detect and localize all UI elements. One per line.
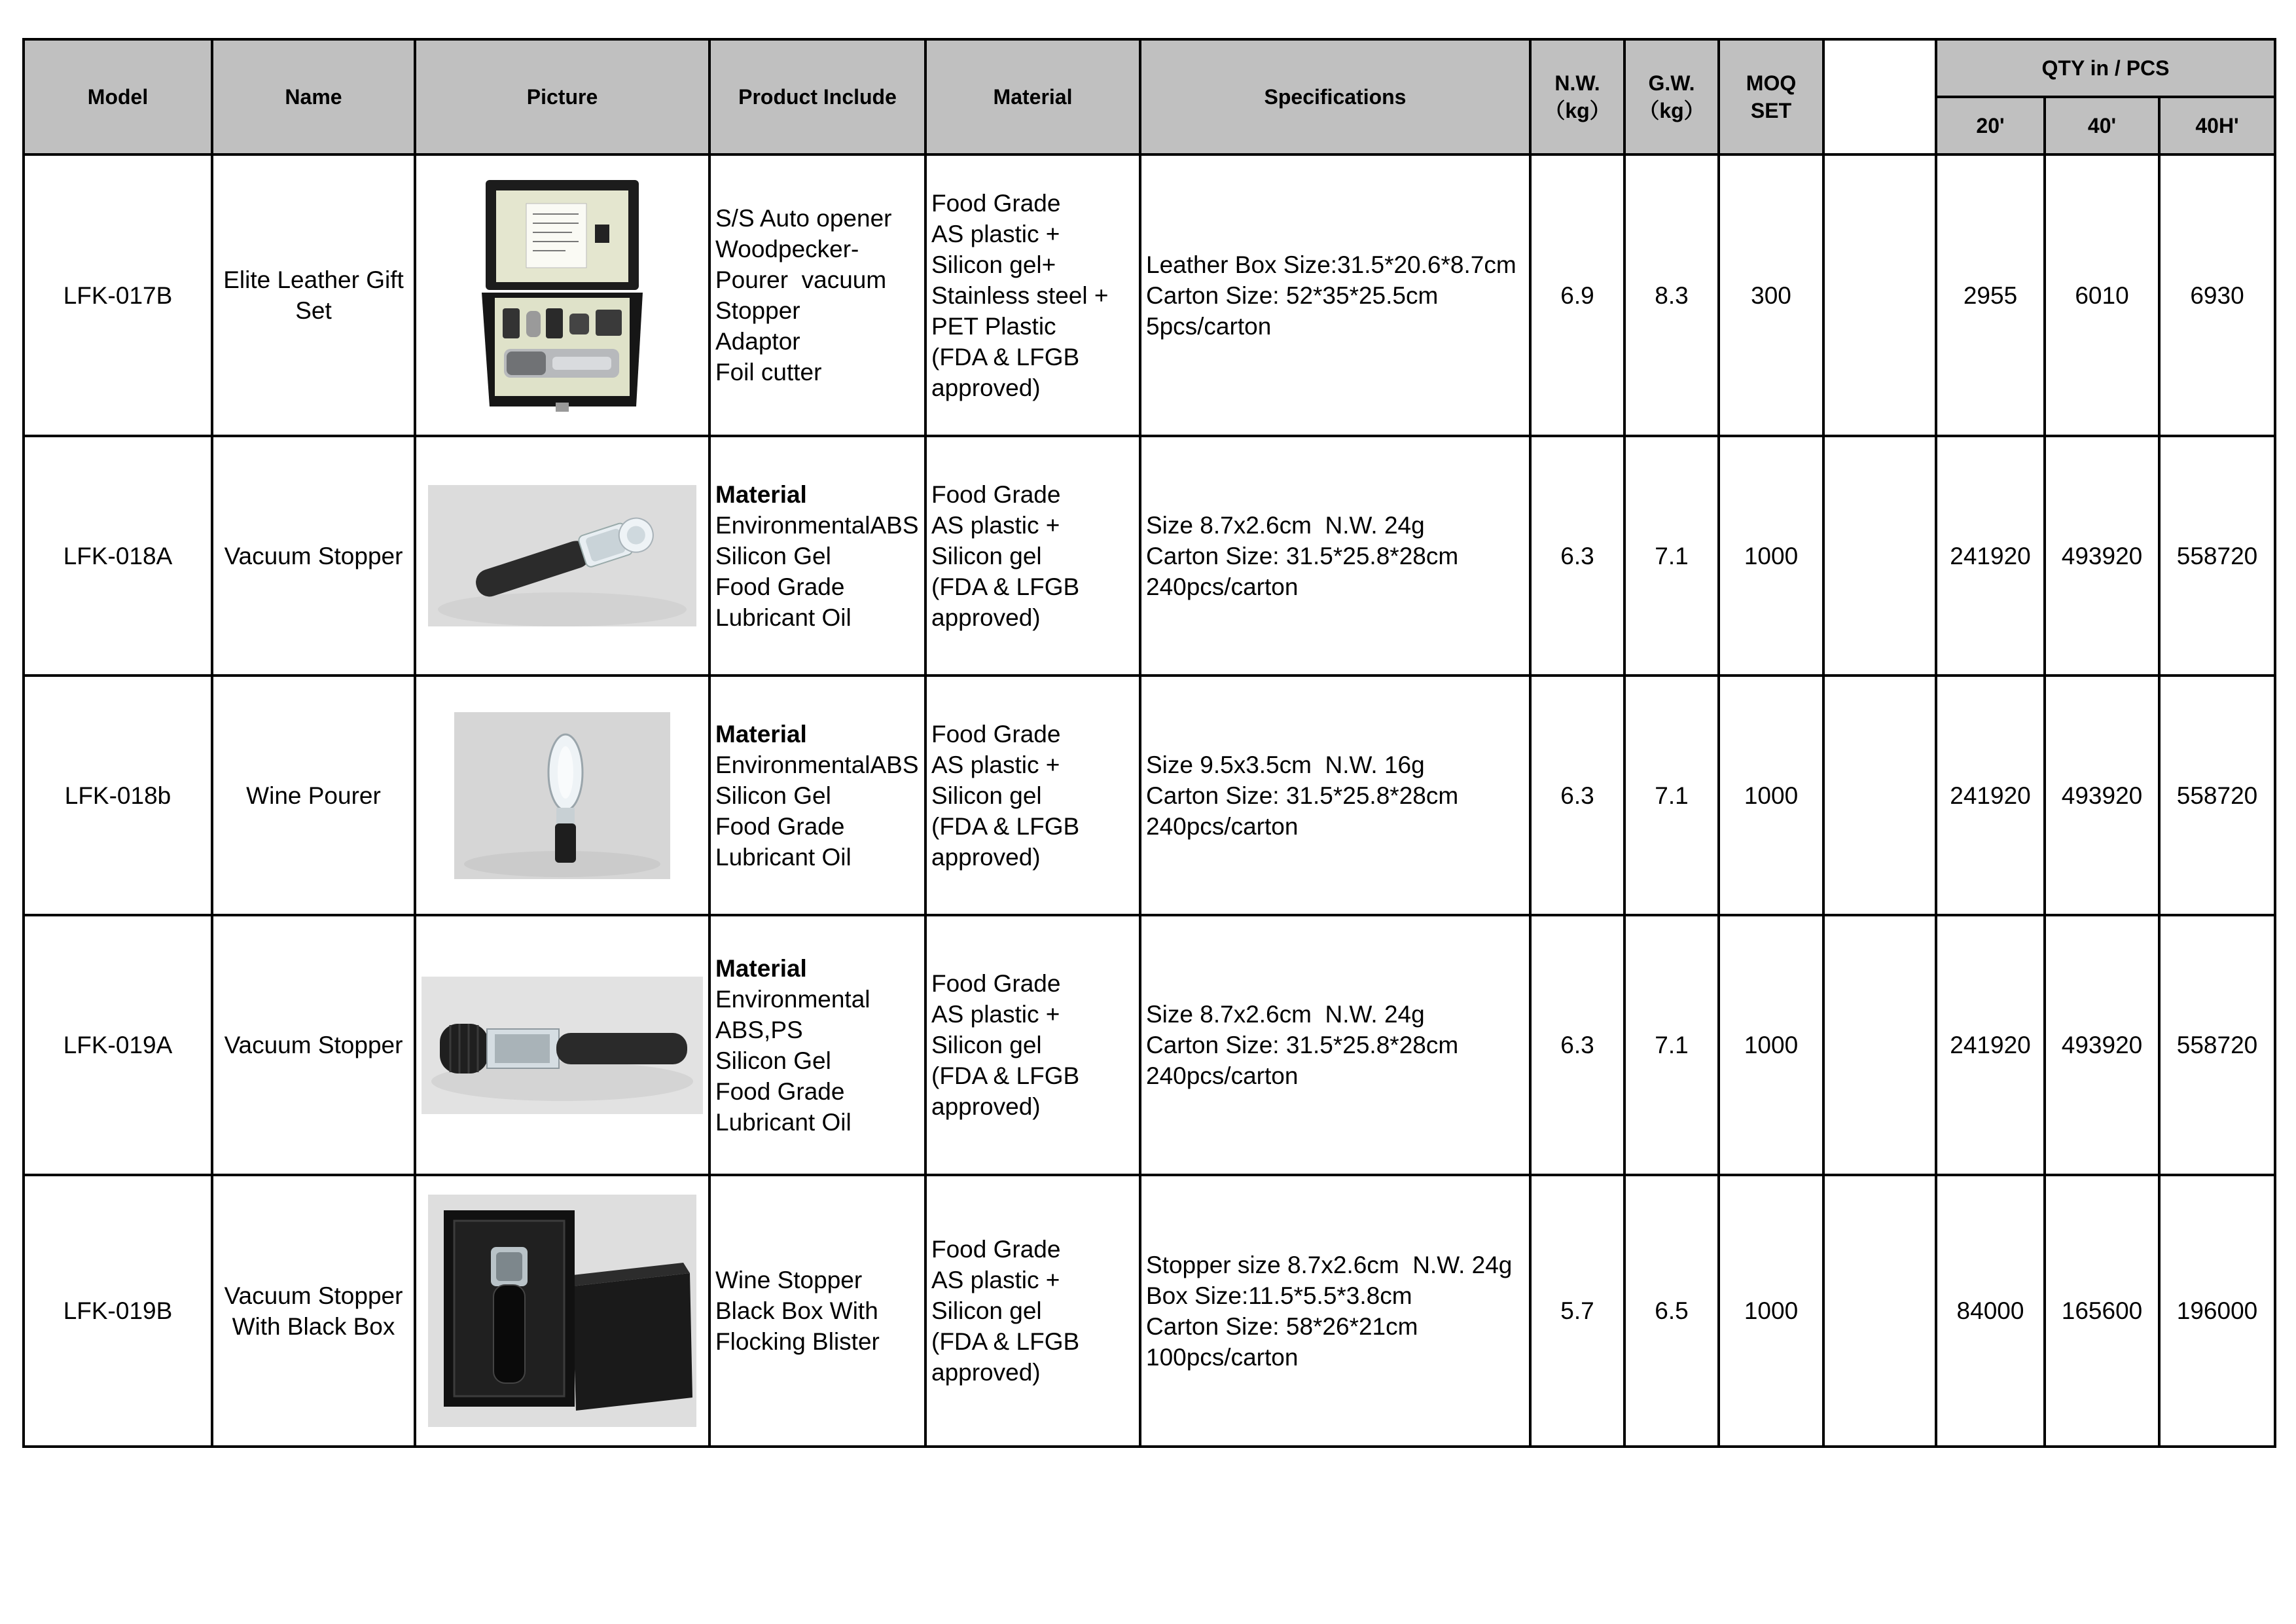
- header-model: Model: [24, 39, 212, 154]
- specifications-line: Size 9.5x3.5cm N.W. 16g: [1146, 751, 1425, 778]
- product-include-cell: [709, 154, 925, 436]
- header-product-include: Product Include: [709, 39, 925, 154]
- material-line: AS plastic +: [931, 1001, 1060, 1028]
- qty-40-cell: [2045, 154, 2159, 436]
- specifications-line: Carton Size: 31.5*25.8*28cm: [1146, 542, 1459, 569]
- picture-cell: [415, 436, 709, 676]
- header-specifications: Specifications: [1140, 39, 1530, 154]
- material-line: (FDA & LFGB: [931, 343, 1080, 370]
- qty-20-cell: [1936, 436, 2045, 676]
- specifications-line: 5pcs/carton: [1146, 312, 1272, 340]
- product-include-line: S/S Auto opener: [715, 205, 892, 232]
- qty-20-cell: [1936, 915, 2045, 1175]
- product-include-cell: [709, 436, 925, 676]
- product-include-line: EnvironmentalABS: [715, 511, 919, 539]
- qty-40h-value: 558720: [2176, 782, 2258, 809]
- product-include-cell: [709, 915, 925, 1175]
- product-spec-table: [22, 38, 2276, 1448]
- material-line: approved): [931, 1359, 1041, 1386]
- material-line: approved): [931, 604, 1041, 631]
- qty-40h-cell: [2159, 154, 2275, 436]
- leather-gift-box-photo: [480, 177, 644, 413]
- product-include-line: Stopper: [715, 297, 800, 324]
- moq-cell: [1719, 154, 1823, 436]
- material-line: (FDA & LFGB: [931, 1328, 1080, 1355]
- material-line: Food Grade: [931, 480, 1061, 508]
- blank-cell: [1823, 436, 1936, 676]
- nw-value: 6.3: [1560, 1032, 1594, 1058]
- blank-cell: [1823, 676, 1936, 915]
- specifications-line: Leather Box Size:31.5*20.6*8.7cm: [1146, 251, 1516, 278]
- model-cell: [24, 154, 212, 436]
- model-cell: [24, 676, 212, 915]
- qty-40-cell: [2045, 915, 2159, 1175]
- header-moq-line2: SET: [1750, 99, 1792, 122]
- name-line: Vacuum Stopper: [224, 1032, 403, 1058]
- moq-cell: [1719, 915, 1823, 1175]
- table-row: [24, 676, 2275, 915]
- wine-pourer-photo: [454, 712, 670, 879]
- material-line: approved): [931, 1093, 1041, 1120]
- product-include-line: Wine Stopper: [715, 1267, 863, 1293]
- qty-40-value: 493920: [2061, 542, 2143, 569]
- qty-40-value: 493920: [2061, 1032, 2143, 1058]
- header-nw: [1530, 39, 1624, 154]
- name-cell: [212, 1175, 415, 1447]
- qty-40-cell: [2045, 1175, 2159, 1447]
- header-moq-line1: MOQ: [1746, 71, 1797, 95]
- specifications-line: Stopper size 8.7x2.6cm N.W. 24g: [1146, 1251, 1513, 1278]
- header-gw-line1: G.W.: [1648, 71, 1695, 95]
- nw-cell: [1530, 676, 1624, 915]
- qty-20-cell: [1936, 1175, 2045, 1447]
- product-include-line: Black Box With: [715, 1297, 878, 1324]
- model-value: LFK-019A: [63, 1032, 173, 1058]
- gw-cell: [1624, 436, 1719, 676]
- product-include-line: ABS,PS: [715, 1016, 803, 1043]
- header-material: Material: [925, 39, 1140, 154]
- gw-cell: [1624, 676, 1719, 915]
- material-line: Silicon gel: [931, 542, 1042, 569]
- product-include-line: Lubricant Oil: [715, 604, 852, 631]
- vacuum-stopper-photo: [428, 485, 696, 626]
- material-line: (FDA & LFGB: [931, 573, 1080, 600]
- specifications-line: 240pcs/carton: [1146, 573, 1299, 600]
- table-row: [24, 915, 2275, 1175]
- qty-40h-value: 6930: [2190, 281, 2244, 309]
- nw-cell: [1530, 1175, 1624, 1447]
- qty-40h-cell: [2159, 676, 2275, 915]
- specifications-line: 240pcs/carton: [1146, 812, 1299, 840]
- name-line: Vacuum Stopper: [224, 542, 403, 569]
- moq-value: 1000: [1744, 1032, 1799, 1058]
- material-line: Silicon gel: [931, 1032, 1042, 1058]
- qty-40-cell: [2045, 676, 2159, 915]
- material-line: AS plastic +: [931, 511, 1060, 539]
- specifications-cell: [1140, 436, 1530, 676]
- picture-cell: [415, 1175, 709, 1447]
- specifications-line: Box Size:11.5*5.5*3.8cm: [1146, 1282, 1412, 1309]
- gw-cell: [1624, 154, 1719, 436]
- specifications-line: Carton Size: 52*35*25.5cm: [1146, 281, 1439, 309]
- product-include-line: Foil cutter: [715, 359, 822, 386]
- name-line: With Black Box: [232, 1312, 395, 1340]
- name-line: Elite Leather Gift: [223, 266, 404, 293]
- product-include-heading: Material: [715, 954, 807, 982]
- material-cell: [925, 915, 1140, 1175]
- material-cell: [925, 1175, 1140, 1447]
- header-nw-line2: （kg）: [1544, 99, 1611, 122]
- gw-value: 8.3: [1655, 281, 1689, 309]
- qty-40-value: 6010: [2075, 281, 2129, 309]
- header-row-top: [24, 39, 2275, 97]
- specifications-cell: [1140, 154, 1530, 436]
- qty-40h-value: 196000: [2176, 1297, 2258, 1324]
- table-body: [24, 154, 2275, 1447]
- product-include-line: Pourer vacuum: [715, 266, 887, 293]
- name-cell: [212, 676, 415, 915]
- material-cell: [925, 154, 1140, 436]
- material-line: Food Grade: [931, 970, 1061, 997]
- material-line: Silicon gel: [931, 1297, 1042, 1324]
- product-include-line: Woodpecker-: [715, 236, 859, 262]
- model-cell: [24, 436, 212, 676]
- product-include-line: Food Grade: [715, 573, 845, 600]
- qty-20-value: 241920: [1950, 782, 2031, 809]
- product-include-line: Food Grade: [715, 1077, 845, 1105]
- specifications-line: 240pcs/carton: [1146, 1062, 1299, 1089]
- stopper-in-black-box-photo: [428, 1195, 696, 1427]
- material-line: Silicon gel: [931, 782, 1042, 809]
- product-include-line: Flocking Blister: [715, 1328, 880, 1355]
- nw-cell: [1530, 436, 1624, 676]
- header-name: Name: [212, 39, 415, 154]
- qty-40h-cell: [2159, 915, 2275, 1175]
- qty-20-value: 84000: [1956, 1297, 2024, 1324]
- header-qty-40h: 40H': [2159, 97, 2275, 154]
- material-line: (FDA & LFGB: [931, 812, 1080, 840]
- specifications-line: Size 8.7x2.6cm N.W. 24g: [1146, 511, 1425, 539]
- qty-40-value: 493920: [2061, 782, 2143, 809]
- material-line: AS plastic +: [931, 751, 1060, 778]
- vacuum-stopper-black-photo: [422, 977, 703, 1114]
- product-include-cell: [709, 676, 925, 915]
- qty-20-value: 241920: [1950, 542, 2031, 569]
- product-include-line: Adaptor: [715, 328, 800, 355]
- header-blank: [1823, 39, 1936, 154]
- model-value: LFK-017B: [63, 281, 173, 309]
- qty-40-cell: [2045, 436, 2159, 676]
- qty-40h-value: 558720: [2176, 542, 2258, 569]
- product-include-line: Silicon Gel: [715, 1047, 831, 1074]
- material-line: approved): [931, 843, 1041, 871]
- product-include-line: Lubricant Oil: [715, 843, 852, 871]
- header-gw: [1624, 39, 1719, 154]
- material-line: Food Grade: [931, 720, 1061, 748]
- specifications-line: Carton Size: 58*26*21cm: [1146, 1312, 1418, 1340]
- model-value: LFK-018b: [64, 782, 171, 809]
- header-nw-line1: N.W.: [1554, 71, 1600, 95]
- header-gw-line2: （kg）: [1638, 99, 1705, 122]
- blank-cell: [1823, 154, 1936, 436]
- product-include-line: Food Grade: [715, 812, 845, 840]
- material-cell: [925, 676, 1140, 915]
- product-include-heading: Material: [715, 480, 807, 508]
- name-cell: [212, 154, 415, 436]
- material-line: Food Grade: [931, 1236, 1061, 1263]
- qty-40h-cell: [2159, 436, 2275, 676]
- product-include-line: Environmental: [715, 985, 870, 1013]
- gw-cell: [1624, 915, 1719, 1175]
- qty-40h-cell: [2159, 1175, 2275, 1447]
- table-row: [24, 154, 2275, 436]
- moq-cell: [1719, 676, 1823, 915]
- material-line: Silicon gel+: [931, 251, 1056, 278]
- specifications-cell: [1140, 915, 1530, 1175]
- blank-cell: [1823, 915, 1936, 1175]
- header-qty-20: 20': [1936, 97, 2045, 154]
- specifications-line: Size 8.7x2.6cm N.W. 24g: [1146, 1001, 1425, 1028]
- name-line: Vacuum Stopper: [224, 1282, 403, 1309]
- model-value: LFK-019B: [63, 1297, 173, 1324]
- nw-value: 6.9: [1560, 281, 1594, 309]
- gw-value: 7.1: [1655, 1032, 1689, 1058]
- table-row: [24, 1175, 2275, 1447]
- product-include-heading: Material: [715, 720, 807, 748]
- material-cell: [925, 436, 1140, 676]
- qty-20-value: 2955: [1963, 281, 2018, 309]
- moq-cell: [1719, 1175, 1823, 1447]
- moq-cell: [1719, 436, 1823, 676]
- picture-cell: [415, 676, 709, 915]
- picture-cell: [415, 915, 709, 1175]
- table-row: [24, 436, 2275, 676]
- material-line: Stainless steel +: [931, 281, 1109, 309]
- moq-value: 1000: [1744, 1297, 1799, 1324]
- specifications-line: Carton Size: 31.5*25.8*28cm: [1146, 782, 1459, 809]
- model-cell: [24, 915, 212, 1175]
- product-include-line: EnvironmentalABS: [715, 751, 919, 778]
- product-include-line: Lubricant Oil: [715, 1108, 852, 1136]
- product-include-line: Silicon Gel: [715, 542, 831, 569]
- material-line: PET Plastic: [931, 312, 1056, 340]
- picture-cell: [415, 154, 709, 436]
- moq-value: 300: [1751, 281, 1791, 309]
- nw-value: 5.7: [1560, 1297, 1594, 1324]
- name-cell: [212, 436, 415, 676]
- gw-value: 7.1: [1655, 542, 1689, 569]
- nw-cell: [1530, 915, 1624, 1175]
- material-line: (FDA & LFGB: [931, 1062, 1080, 1089]
- name-cell: [212, 915, 415, 1175]
- material-line: AS plastic +: [931, 220, 1060, 247]
- material-line: approved): [931, 374, 1041, 401]
- qty-20-value: 241920: [1950, 1032, 2031, 1058]
- material-line: Food Grade: [931, 189, 1061, 217]
- specifications-line: Carton Size: 31.5*25.8*28cm: [1146, 1032, 1459, 1058]
- qty-40-value: 165600: [2061, 1297, 2143, 1324]
- blank-cell: [1823, 1175, 1936, 1447]
- header-moq: [1719, 39, 1823, 154]
- qty-40h-value: 558720: [2176, 1032, 2258, 1058]
- nw-cell: [1530, 154, 1624, 436]
- header-picture: Picture: [415, 39, 709, 154]
- name-line: Set: [295, 297, 332, 324]
- header-qty-group: QTY in / PCS: [1936, 39, 2275, 97]
- gw-value: 7.1: [1655, 782, 1689, 809]
- product-include-line: Silicon Gel: [715, 782, 831, 809]
- moq-value: 1000: [1744, 542, 1799, 569]
- specifications-cell: [1140, 676, 1530, 915]
- nw-value: 6.3: [1560, 542, 1594, 569]
- model-value: LFK-018A: [63, 542, 173, 569]
- name-line: Wine Pourer: [246, 782, 381, 809]
- product-include-cell: [709, 1175, 925, 1447]
- header-qty-40: 40': [2045, 97, 2159, 154]
- qty-20-cell: [1936, 676, 2045, 915]
- qty-20-cell: [1936, 154, 2045, 436]
- specifications-line: 100pcs/carton: [1146, 1343, 1299, 1371]
- moq-value: 1000: [1744, 782, 1799, 809]
- specifications-cell: [1140, 1175, 1530, 1447]
- gw-value: 6.5: [1655, 1297, 1689, 1324]
- material-line: AS plastic +: [931, 1267, 1060, 1293]
- model-cell: [24, 1175, 212, 1447]
- gw-cell: [1624, 1175, 1719, 1447]
- nw-value: 6.3: [1560, 782, 1594, 809]
